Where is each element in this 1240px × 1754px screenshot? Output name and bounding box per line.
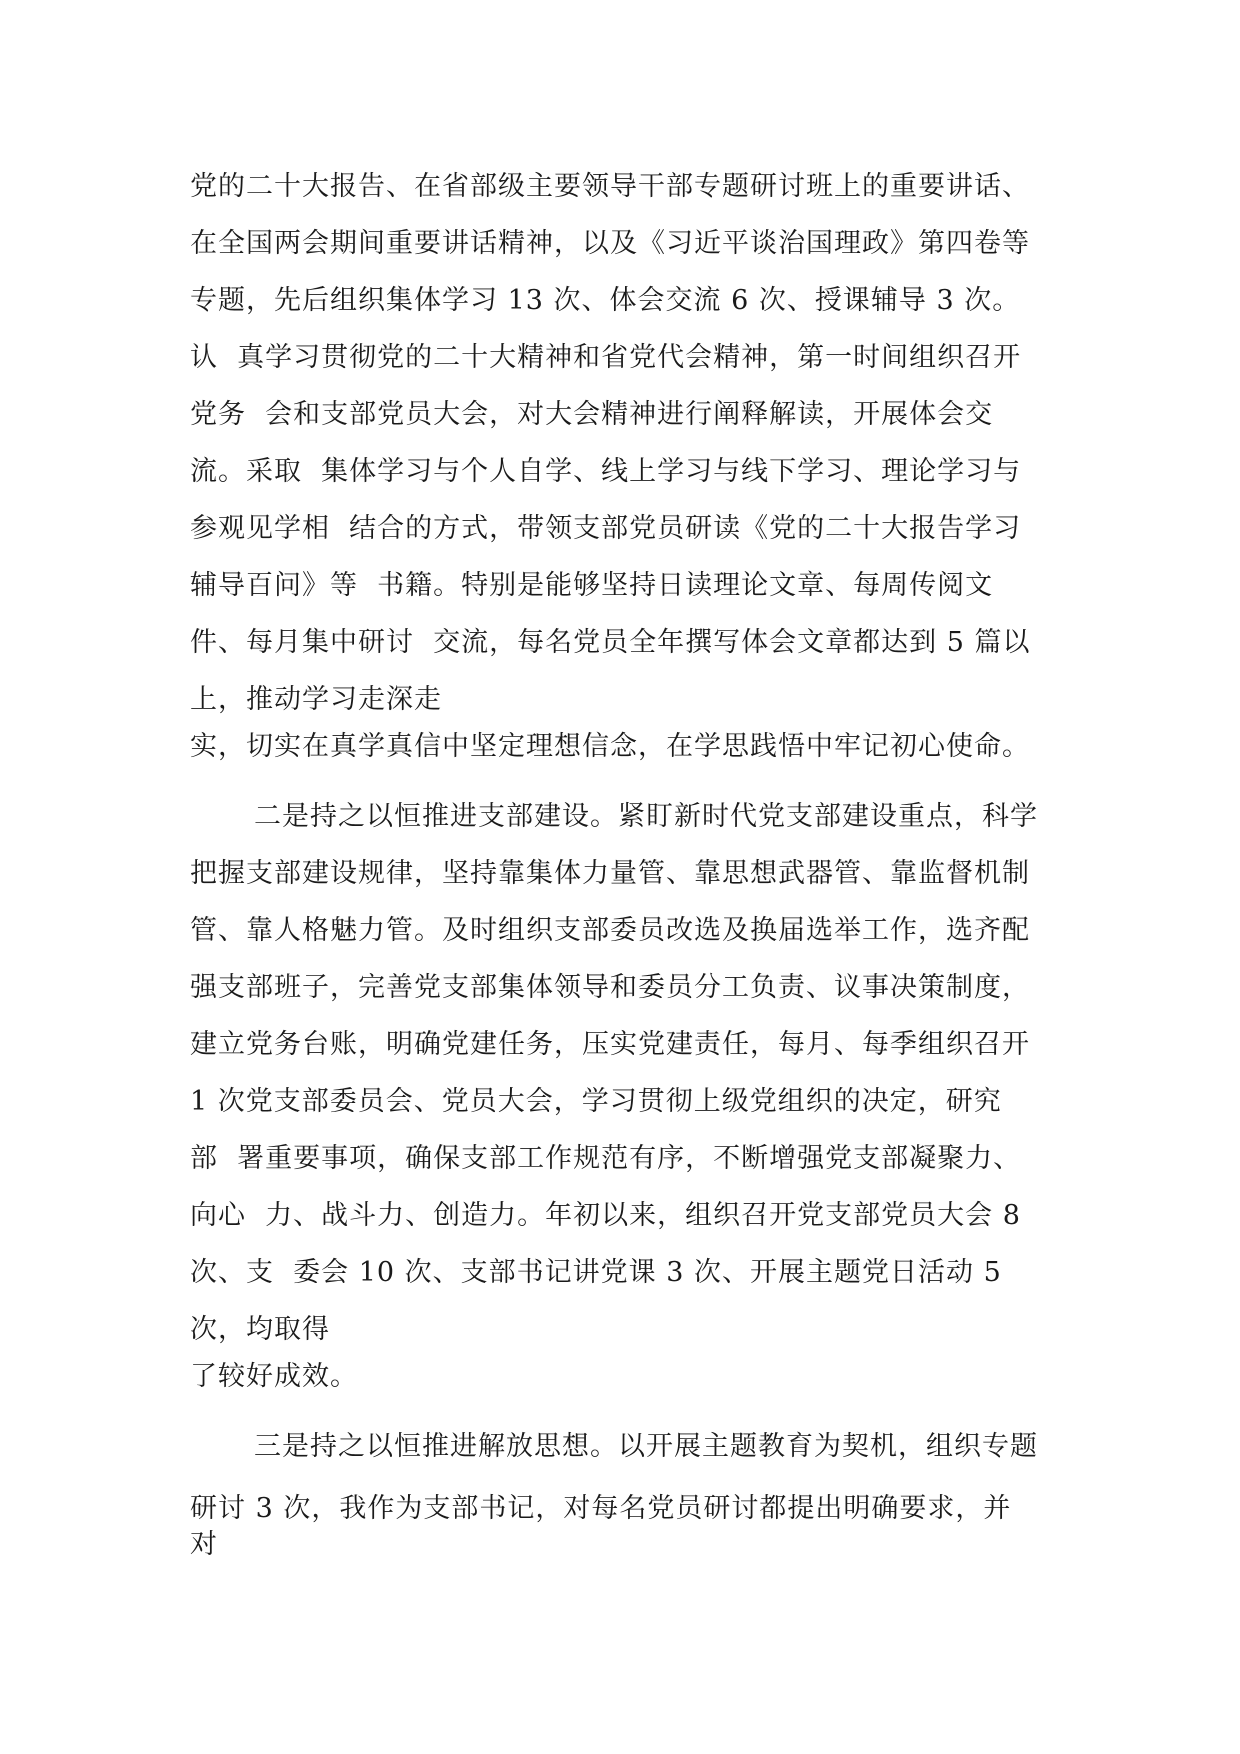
text-line: 1 次党支部委员会、党员大会，学习贯彻上级党组织的决定，研究 (190, 1086, 1002, 1117)
text-line: 向心 力、战斗力、创造力。年初以来，组织召开党支部党员大会 8 (190, 1200, 1021, 1231)
text-line: 次，均取得 (190, 1314, 330, 1345)
text-line: 研讨 3 次，我作为支部书记，对每名党员研讨都提出明确要求，并 (190, 1493, 1012, 1524)
text-line: 辅导百问》等 书籍。特别是能够坚持日读理论文章、每周传阅文 (190, 570, 994, 601)
text-line: 党的二十大报告、在省部级主要领导干部专题研讨班上的重要讲话、 (190, 171, 1030, 202)
text-line: 在全国两会期间重要讲话精神，以及《习近平谈治国理政》第四卷等 (190, 228, 1030, 259)
text-line: 认 真学习贯彻党的二十大精神和省党代会精神，第一时间组织召开 (190, 342, 1022, 373)
text-line: 实，切实在真学真信中坚定理想信念，在学思践悟中牢记初心使命。 (190, 731, 1030, 762)
text-line: 次、支 委会 10 次、支部书记讲党课 3 次、开展主题党日活动 5 (190, 1257, 1002, 1288)
text-line: 对 (190, 1529, 218, 1560)
text-line: 专题，先后组织集体学习 13 次、体会交流 6 次、授课辅导 3 次。 (190, 285, 1021, 316)
text-line: 上，推动学习走深走 (190, 684, 442, 715)
text-line: 三是持之以恒推进解放思想。以开展主题教育为契机，组织专题 (254, 1431, 1038, 1462)
text-line: 流。采取 集体学习与个人自学、线上学习与线下学习、理论学习与 (190, 456, 1022, 487)
text-line: 件、每月集中研讨 交流，每名党员全年撰写体会文章都达到 5 篇以 (190, 627, 1031, 658)
text-line: 管、靠人格魅力管。及时组织支部委员改选及换届选举工作，选齐配 (190, 915, 1030, 946)
text-line: 把握支部建设规律，坚持靠集体力量管、靠思想武器管、靠监督机制 (190, 858, 1030, 889)
text-line: 参观见学相 结合的方式，带领支部党员研读《党的二十大报告学习 (190, 513, 1022, 544)
text-line: 部 署重要事项，确保支部工作规范有序，不断增强党支部凝聚力、 (190, 1143, 1022, 1174)
text-line: 建立党务台账，明确党建任务，压实党建责任，每月、每季组织召开 (190, 1029, 1030, 1060)
text-line: 二是持之以恒推进支部建设。紧盯新时代党支部建设重点，科学 (254, 801, 1038, 832)
text-line: 了较好成效。 (190, 1361, 358, 1392)
text-line: 党务 会和支部党员大会，对大会精神进行阐释解读，开展体会交 (190, 399, 994, 430)
text-line: 强支部班子，完善党支部集体领导和委员分工负责、议事决策制度， (190, 972, 1030, 1003)
